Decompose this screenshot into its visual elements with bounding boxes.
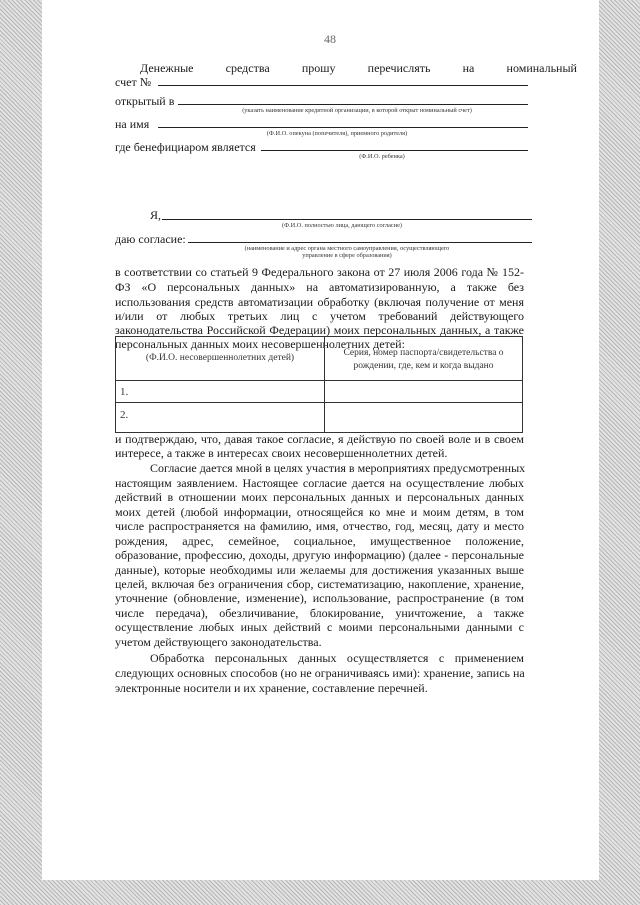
give-consent-label: даю согласие: xyxy=(115,232,186,246)
para3-line: уточнение (обновление, изменение), использование, распространение (в том xyxy=(115,591,524,605)
account-word: на xyxy=(462,61,475,75)
name-label: на имя xyxy=(115,117,150,131)
beneficiary-field[interactable] xyxy=(261,150,528,151)
page-number: 48 xyxy=(324,32,336,46)
para3-line: настоящим заявлением. Настоящее согласие дается на осуществление любых xyxy=(115,476,524,490)
table-row-label: 1. xyxy=(120,386,129,398)
beneficiary-label: где бенефициаром является xyxy=(115,140,256,154)
table-header-document: Серия, номер паспорта/свидетельства о xyxy=(343,348,504,358)
full-name-caption: (Ф.И.О. полностью лица, дающего согласие) xyxy=(282,222,402,229)
name-caption: (Ф.И.О. опекуна (попечителя), приемного родителя) xyxy=(266,130,408,137)
para3-line: числе распространяется на фамилию, имя, отчество, год, месяц, дату и место xyxy=(115,519,524,533)
table-row-divider xyxy=(116,402,522,403)
full-name-field[interactable] xyxy=(162,219,532,220)
para4-line: следующих основных способов (но не ограничиваясь ими): хранение, запись на xyxy=(115,666,525,680)
account-number-field[interactable] xyxy=(158,85,528,86)
para3-line: целей, включая без ограничения сбор, систематизацию, накопление, хранение, xyxy=(115,577,524,591)
para1-line: законодательства Российской Федерации) моих персональных данных, а также xyxy=(115,323,524,337)
account-word: номинальный xyxy=(506,61,577,75)
beneficiary-caption: (Ф.И.О. ребенка) xyxy=(359,153,405,160)
para2-line: и подтверждаю, что, давая такое согласие, я действую по своей воле и в своем xyxy=(115,432,524,446)
para1-line: и/или от любых третьих лиц с учетом требований действующего xyxy=(115,309,524,323)
name-field[interactable] xyxy=(158,127,528,128)
authority-caption-2: управление в сфере образования) xyxy=(302,252,392,259)
para3-line: данные), которые необходимы или желаемы для достижения указанных выше xyxy=(115,563,524,577)
table-row-divider xyxy=(116,380,522,381)
document-page xyxy=(42,0,599,880)
account-word: прошу xyxy=(301,61,336,75)
para3-line: числе передача), обезличивание, блокирование, уничтожение, а также xyxy=(115,606,524,620)
table-header-children: (Ф.И.О. несовершеннолетних детей) xyxy=(145,353,295,363)
account-word: средства xyxy=(225,61,270,75)
opened-in-caption: (указать наименование кредитной организации, в которой открыт номинальный счет) xyxy=(242,107,472,114)
para3-line: образование, профессию, доходы, другую информацию) (далее - персональные xyxy=(115,548,524,562)
para4-line: электронные носители и их хранение, составление перечней. xyxy=(115,681,428,695)
children-table xyxy=(115,336,523,433)
para1-line: в соответствии со статьей 9 Федерального закона от 27 июля 2006 года № 152- xyxy=(115,265,524,279)
account-word: Денежные xyxy=(140,61,194,75)
para1-line: ФЗ «О персональных данных» на автоматизированную, а также без xyxy=(115,280,524,294)
para3-line: Согласие дается мной в целях участия в мероприятиях предусмотренных xyxy=(150,461,526,475)
para1-line: использования средств автоматизации обработку (включая получение от меня xyxy=(115,295,524,309)
opened-in-label: открытый в xyxy=(115,94,175,108)
para3-line: осуществление любых иных действий с моими персональными данными с xyxy=(115,620,524,634)
table-header-document-2: рождении, где, кем и когда выдано xyxy=(353,361,494,371)
account-line-1 xyxy=(140,61,577,75)
para3-line: действий в отношении моих персональных данных и персональных данных xyxy=(115,490,524,504)
para3-line: учетом действующего законодательства. xyxy=(115,635,322,649)
opened-in-field[interactable] xyxy=(178,104,528,105)
para1-line: персональных данных моих несовершеннолетних детей: xyxy=(115,337,405,351)
para3-line: рождения, адрес, семейное, социальное, имущественное положение, xyxy=(115,534,524,548)
account-number-label: счет № xyxy=(115,75,152,89)
i-label: Я, xyxy=(150,208,162,222)
para2-line: интересе, а также в интересах своих несовершеннолетних детей. xyxy=(115,446,448,460)
authority-caption-1: (наименование и адрес органа местного самоуправления, осуществляющего xyxy=(244,245,450,252)
table-row-label: 2. xyxy=(120,409,129,421)
para3-line: моих детей (любой информации, относящейся ко мне и моим детям, в том xyxy=(115,505,524,519)
authority-field[interactable] xyxy=(188,242,532,243)
account-word: перечислять xyxy=(367,61,431,75)
para4-line: Обработка персональных данных осуществляется с применением xyxy=(150,651,524,665)
